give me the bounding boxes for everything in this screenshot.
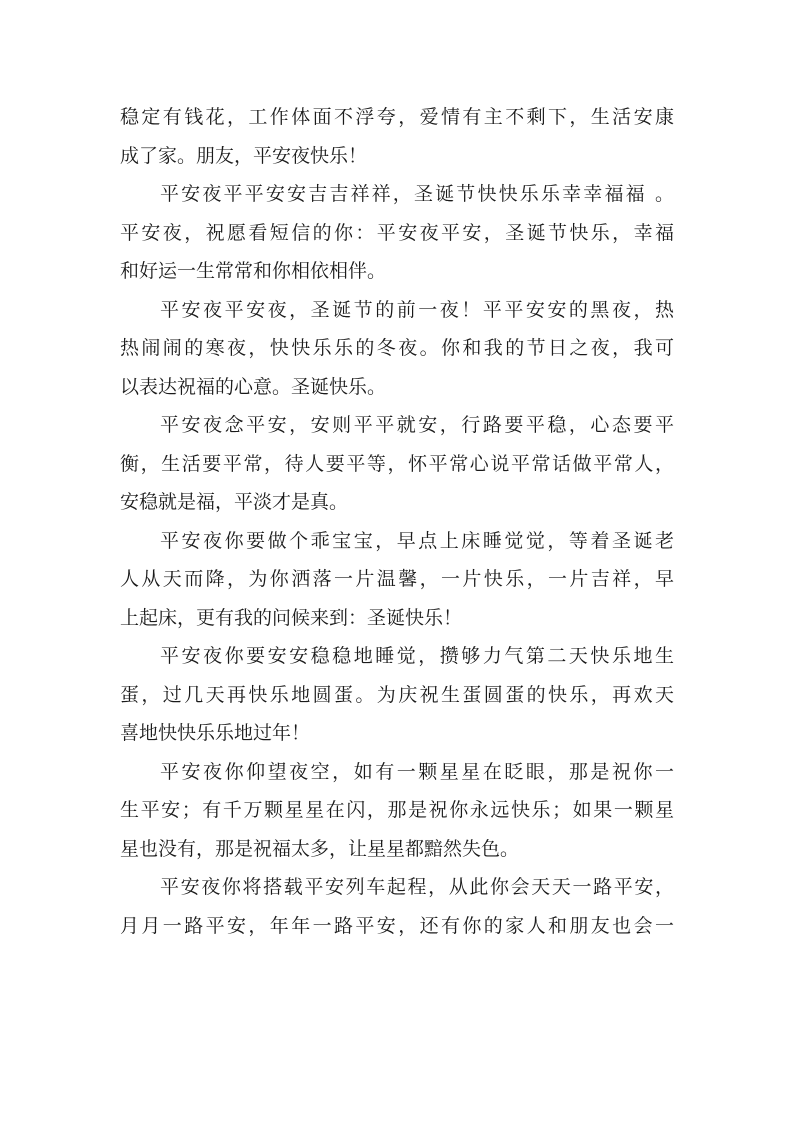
text-line: 平安夜你要做个乖宝宝，早点上床睡觉觉，等着圣诞老 (160, 529, 674, 552)
paragraph-7 (120, 753, 674, 869)
paragraph-3 (120, 291, 674, 407)
text-line: 上起床，更有我的问候来到：圣诞快乐！ (120, 606, 463, 629)
text-line: 平安夜，祝愿看短信的你：平安夜平安，圣诞节快乐，幸福 (120, 221, 674, 244)
paragraph-1 (120, 98, 674, 175)
text-line: 平安夜念平安，安则平平就安，行路要平稳，心态要平 (160, 414, 674, 436)
paragraph-6 (120, 637, 674, 753)
text-line: 平安夜你将搭载平安列车起程，从此你会天天一路平安， (160, 876, 674, 898)
text-line: 平安夜你仰望夜空，如有一颗星星在眨眼，那是祝你一 (160, 760, 674, 783)
paragraph-4 (120, 406, 674, 522)
text-line: 和好运一生常常和你相依相伴。 (120, 260, 387, 282)
text-line: 以表达祝福的心意。圣诞快乐。 (120, 375, 387, 398)
text-line: 喜地快快乐乐地过年！ (120, 722, 311, 744)
paragraph-5 (120, 522, 674, 638)
text-line: 平安夜平安夜，圣诞节的前一夜！平平安安的黑夜，热 (160, 298, 674, 321)
text-line: 月月一路平安，年年一路平安，还有你的家人和朋友也会一 (120, 914, 674, 937)
text-line: 生平安；有千万颗星星在闪，那是祝你永远快乐；如果一颗星 (120, 799, 674, 821)
text-line: 安稳就是福，平淡才是真。 (120, 491, 349, 513)
text-line: 热闹闹的寒夜，快快乐乐的冬夜。你和我的节日之夜，我可 (120, 337, 674, 359)
paragraph-8 (120, 868, 674, 945)
text-line: 平安夜你要安安稳稳地睡觉，攒够力气第二天快乐地生 (160, 645, 674, 667)
text-line: 成了家。朋友，平安夜快乐！ (120, 144, 368, 167)
text-line: 蛋，过几天再快乐地圆蛋。为庆祝生蛋圆蛋的快乐，再欢天 (120, 683, 674, 706)
paragraph-2 (120, 175, 674, 291)
document-body (120, 98, 674, 945)
text-line: 平安夜平平安安吉吉祥祥，圣诞节快快乐乐幸幸福福 。 (160, 183, 674, 205)
text-line: 星也没有，那是祝福太多，让星星都黯然失色。 (120, 837, 520, 860)
text-line: 衡，生活要平常，待人要平等，怀平常心说平常话做平常人， (120, 452, 674, 475)
text-line: 稳定有钱花，工作体面不浮夸，爱情有主不剩下，生活安康 (120, 106, 674, 128)
text-line: 人从天而降，为你洒落一片温馨，一片快乐，一片吉祥，早 (120, 568, 674, 590)
